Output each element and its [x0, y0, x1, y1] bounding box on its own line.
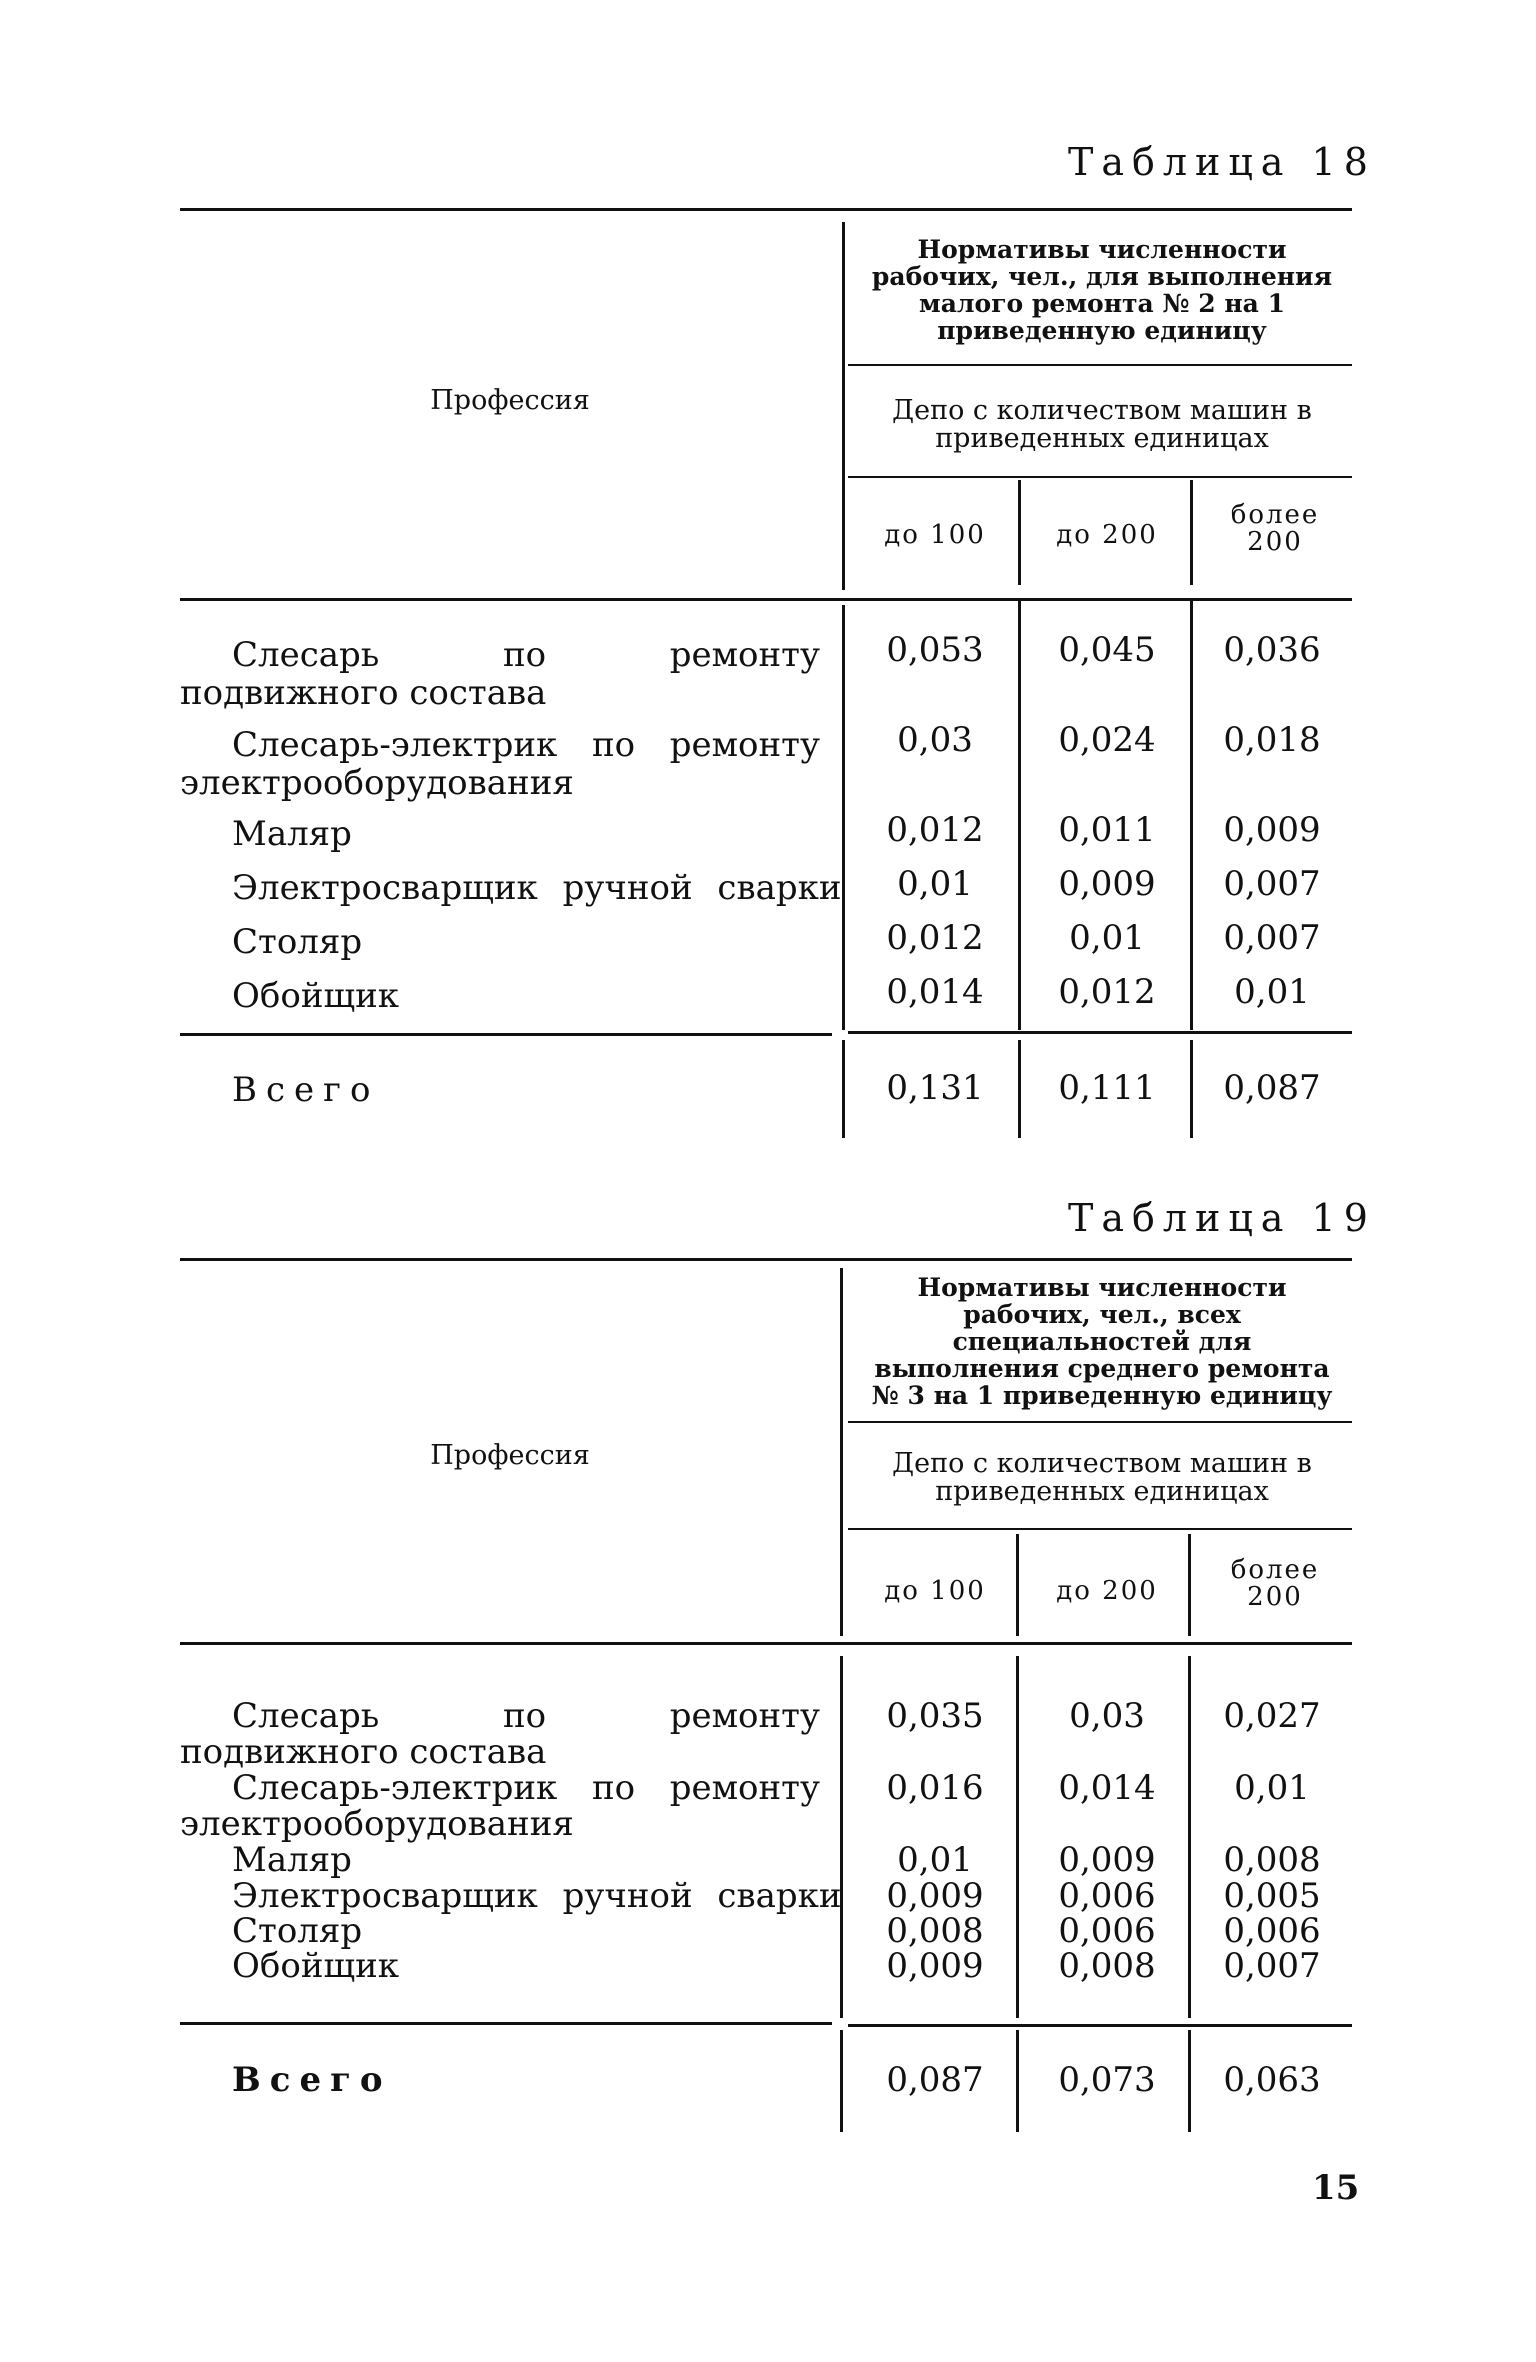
- profession-cell: Обойщик: [232, 1946, 399, 1986]
- value-cell: 0,014: [886, 972, 984, 1012]
- value-cell: 0,009: [886, 1946, 984, 1986]
- value-cell: 0,03: [1069, 1696, 1145, 1736]
- header-bottom-rule: [180, 1642, 1352, 1645]
- column-header: до 100: [884, 1576, 986, 1606]
- column-header: до 200: [1056, 1576, 1158, 1606]
- total-rule: [848, 2024, 1352, 2027]
- table-top-rule: [180, 208, 1352, 211]
- column-rule: [842, 1040, 845, 1138]
- value-cell: 0,016: [886, 1768, 984, 1808]
- total-value: 0,063: [1223, 2060, 1321, 2100]
- value-cell: 0,01: [1234, 972, 1310, 1012]
- profession-cell: Столяр: [232, 1911, 363, 1951]
- profession-cell: Слесарь-электрик по ремонту электрооборудования: [180, 725, 820, 803]
- value-cell: 0,027: [1223, 1696, 1321, 1736]
- column-rule: [1018, 480, 1021, 585]
- total-value: 0,073: [1058, 2060, 1156, 2100]
- profession-cell: Маляр: [232, 814, 352, 854]
- value-cell: 0,009: [1058, 864, 1156, 904]
- value-cell: 0,03: [897, 720, 973, 760]
- value-cell: 0,053: [886, 630, 984, 670]
- total-label: Всего: [232, 1070, 380, 1110]
- profession-cell: Маляр: [232, 1840, 352, 1880]
- column-header: более 200: [1230, 1555, 1320, 1612]
- value-cell: 0,014: [1058, 1768, 1156, 1808]
- total-label: Всего: [232, 2060, 392, 2100]
- column-header: до 200: [1056, 520, 1158, 550]
- table-top-rule: [180, 1258, 1352, 1261]
- value-cell: 0,01: [1069, 918, 1145, 958]
- header-rule: [848, 364, 1352, 366]
- value-cell: 0,035: [886, 1696, 984, 1736]
- profession-cell: Слесарь по ремонту подвижного состава: [180, 635, 820, 713]
- column-header: до 100: [884, 520, 986, 550]
- profession-cell: Слесарь по ремонту подвижного состава: [180, 1696, 820, 1772]
- column-rule: [840, 1656, 843, 2018]
- column-header: более 200: [1230, 500, 1320, 557]
- value-cell: 0,008: [886, 1911, 984, 1951]
- profession-cell: Обойщик: [232, 976, 399, 1016]
- page-number: 15: [1312, 2168, 1360, 2208]
- value-cell: 0,01: [1234, 1768, 1310, 1808]
- value-cell: 0,007: [1223, 1946, 1321, 1986]
- total-rule: [180, 2022, 832, 2025]
- value-cell: 0,008: [1223, 1840, 1321, 1880]
- column-rule: [842, 222, 845, 590]
- column-rule: [840, 2030, 843, 2132]
- norm-header: Нормативы численности рабочих, чел., для выполнения малого ремонта № 2 на 1 приведенную единицу: [871, 235, 1333, 345]
- header-rule: [848, 476, 1352, 478]
- total-value: 0,087: [886, 2060, 984, 2100]
- total-value: 0,131: [886, 1068, 984, 1108]
- header-bottom-rule: [180, 598, 1352, 601]
- profession-cell: Электросварщик ручной сварки: [232, 1876, 842, 1916]
- value-cell: 0,007: [1223, 918, 1321, 958]
- value-cell: 0,012: [1058, 972, 1156, 1012]
- value-cell: 0,01: [897, 864, 973, 904]
- value-cell: 0,036: [1223, 630, 1321, 670]
- value-cell: 0,006: [1223, 1911, 1321, 1951]
- value-cell: 0,009: [1058, 1840, 1156, 1880]
- total-rule: [848, 1031, 1352, 1034]
- profession-header: Профессия: [430, 385, 590, 416]
- value-cell: 0,009: [886, 1876, 984, 1916]
- value-cell: 0,012: [886, 918, 984, 958]
- column-rule: [1190, 480, 1193, 585]
- table-caption: Таблица 18: [1068, 140, 1376, 184]
- value-cell: 0,012: [886, 810, 984, 850]
- value-cell: 0,045: [1058, 630, 1156, 670]
- profession-cell: Столяр: [232, 922, 363, 962]
- value-cell: 0,018: [1223, 720, 1321, 760]
- total-rule: [180, 1033, 832, 1036]
- value-cell: 0,011: [1058, 810, 1156, 850]
- column-rule: [842, 605, 845, 1030]
- header-rule: [848, 1421, 1352, 1423]
- depot-header: Депо с количеством машин в приведенных единицах: [892, 1448, 1312, 1507]
- column-rule: [840, 1268, 843, 1636]
- profession-cell: Слесарь-электрик по ремонту электрооборудования: [180, 1768, 820, 1844]
- value-cell: 0,01: [897, 1840, 973, 1880]
- value-cell: 0,006: [1058, 1911, 1156, 1951]
- value-cell: 0,009: [1223, 810, 1321, 850]
- total-value: 0,111: [1058, 1068, 1156, 1108]
- table-caption: Таблица 19: [1068, 1196, 1376, 1240]
- value-cell: 0,024: [1058, 720, 1156, 760]
- value-cell: 0,007: [1223, 864, 1321, 904]
- value-cell: 0,006: [1058, 1876, 1156, 1916]
- header-rule: [848, 1528, 1352, 1530]
- value-cell: 0,005: [1223, 1876, 1321, 1916]
- norm-header: Нормативы численности рабочих, чел., всех специальностей для выполнения среднего ремонта № 3 на 1 приведенную единицу: [871, 1273, 1333, 1410]
- column-rule: [1016, 1534, 1019, 1636]
- column-rule: [1188, 1534, 1191, 1636]
- profession-cell: Электросварщик ручной сварки: [232, 868, 842, 908]
- value-cell: 0,008: [1058, 1946, 1156, 1986]
- total-value: 0,087: [1223, 1068, 1321, 1108]
- profession-header: Профессия: [430, 1440, 590, 1471]
- depot-header: Депо с количеством машин в приведенных единицах: [892, 395, 1312, 454]
